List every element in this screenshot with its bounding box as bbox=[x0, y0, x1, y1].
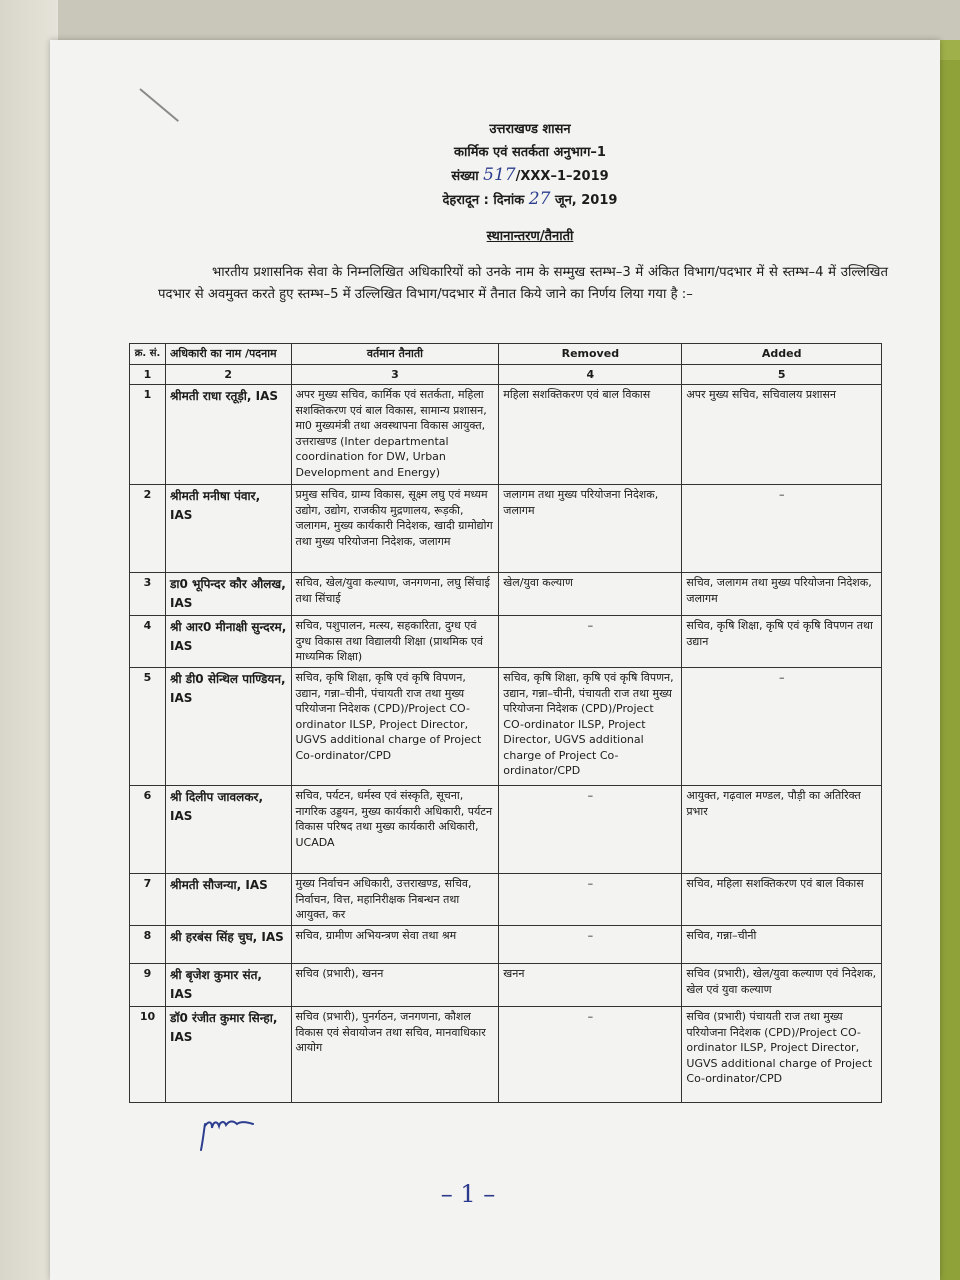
transfer-table bbox=[129, 343, 882, 1103]
number-handwritten: 517 bbox=[483, 165, 516, 185]
added-charge: सचिव (प्रभारी) पंचायती राज तथा मुख्य परियोजना निदेशक (CPD)/Project CO-ordinator ILSP, Project Director, UGVS additional charge of Project Co-ordinator/CPD bbox=[682, 1007, 882, 1103]
col-number: 2 bbox=[166, 364, 292, 385]
header-current: वर्तमान तैनाती bbox=[291, 344, 499, 365]
officer-name: श्रीमती सौजन्या, IAS bbox=[166, 874, 292, 926]
removed-charge: सचिव, कृषि शिक्षा, कृषि एवं कृषि विपणन, उद्यान, गन्ना–चीनी, पंचायती राज तथा मुख्य परियोजना निदेशक (CPD)/Project CO-ordinator ILSP, Project Director, UGVS additional charge of Project Co-ordinator/CPD bbox=[499, 668, 682, 786]
table-header-row bbox=[130, 344, 882, 365]
date-prefix: देहरादून : दिनांक bbox=[442, 193, 525, 208]
removed-charge: – bbox=[499, 926, 682, 964]
officer-name: श्री आर0 मीनाक्षी सुन्दरम, IAS bbox=[166, 616, 292, 668]
removed-charge: महिला सशक्तिकरण एवं बाल विकास bbox=[499, 385, 682, 485]
date-handwritten: 27 bbox=[528, 189, 551, 209]
current-posting: सचिव, ग्रामीण अभियन्त्रण सेवा तथा श्रम bbox=[291, 926, 499, 964]
removed-charge: – bbox=[499, 786, 682, 874]
added-charge: सचिव, गन्ना–चीनी bbox=[682, 926, 882, 964]
col-number: 5 bbox=[682, 364, 882, 385]
current-posting: प्रमुख सचिव, ग्राम्य विकास, सूक्ष्म लघु एवं मध्यम उद्योग, उद्योग, राजकीय मुद्रणालय, रूड़की, जलागम, मुख्य कार्यकारी निदेशक, खादी ग्रामोद्योग तथा मुख्य परियोजना निदेशक, जलागम bbox=[291, 485, 499, 573]
table-row bbox=[130, 926, 882, 964]
added-charge: – bbox=[682, 668, 882, 786]
header-removed: Removed bbox=[499, 344, 682, 365]
row-serial: 9 bbox=[130, 964, 166, 1007]
intro-paragraph: भारतीय प्रशासनिक सेवा के निम्नलिखित अधिकारियों को उनके नाम के सम्मुख स्तम्भ–3 में अंकित विभाग/पदभार में से स्तम्भ–4 में उल्लिखित पदभार से अवमुक्त करते हुए स्तम्भ–5 में उल्लिखित विभाग/पदभार में तैनात किये जाने का निर्णय लिया गया है :– bbox=[158, 265, 888, 302]
header-department: कार्मिक एवं सतर्कता अनुभाग–1 bbox=[454, 145, 606, 160]
added-charge: सचिव (प्रभारी), खेल/युवा कल्याण एवं निदेशक, खेल एवं युवा कल्याण bbox=[682, 964, 882, 1007]
officer-name: श्रीमती राधा रतूड़ी, IAS bbox=[166, 385, 292, 485]
removed-charge: खेल/युवा कल्याण bbox=[499, 573, 682, 616]
added-charge: सचिव, जलागम तथा मुख्य परियोजना निदेशक, जलागम bbox=[682, 573, 882, 616]
row-serial: 5 bbox=[130, 668, 166, 786]
current-posting: सचिव (प्रभारी), पुनर्गठन, जनगणना, कौशल विकास एवं सेवायोजन तथा सचिव, मानवाधिकार आयोग bbox=[291, 1007, 499, 1103]
added-charge: सचिव, महिला सशक्तिकरण एवं बाल विकास bbox=[682, 874, 882, 926]
officer-name: श्री हरबंस सिंह चुघ, IAS bbox=[166, 926, 292, 964]
row-serial: 6 bbox=[130, 786, 166, 874]
row-serial: 7 bbox=[130, 874, 166, 926]
current-posting: सचिव (प्रभारी), खनन bbox=[291, 964, 499, 1007]
column-number-row bbox=[130, 364, 882, 385]
table-row bbox=[130, 964, 882, 1007]
officer-name: श्रीमती मनीषा पंवार, IAS bbox=[166, 485, 292, 573]
header-serial: क्र. सं. bbox=[130, 344, 166, 365]
col-number: 4 bbox=[499, 364, 682, 385]
page-number: – 1 – bbox=[440, 1180, 496, 1208]
header-name: अधिकारी का नाम /पदनाम bbox=[166, 344, 292, 365]
removed-charge: जलागम तथा मुख्य परियोजना निदेशक, जलागम bbox=[499, 485, 682, 573]
officer-name: श्री दिलीप जावलकर, IAS bbox=[166, 786, 292, 874]
row-serial: 1 bbox=[130, 385, 166, 485]
table-row bbox=[130, 616, 882, 668]
officer-name: डा0 भूपिन्दर कौर औलख, IAS bbox=[166, 573, 292, 616]
current-posting: सचिव, खेल/युवा कल्याण, जनगणना, लघु सिंचाई तथा सिंचाई bbox=[291, 573, 499, 616]
header-number bbox=[330, 164, 730, 188]
table-row bbox=[130, 573, 882, 616]
added-charge: – bbox=[682, 485, 882, 573]
table-row bbox=[130, 786, 882, 874]
removed-charge: – bbox=[499, 1007, 682, 1103]
handwritten-signature bbox=[195, 1112, 257, 1152]
row-serial: 8 bbox=[130, 926, 166, 964]
subject-title: स्थानान्तरण/तैनाती bbox=[486, 229, 574, 244]
removed-charge: – bbox=[499, 616, 682, 668]
added-charge: अपर मुख्य सचिव, सचिवालय प्रशासन bbox=[682, 385, 882, 485]
document-header bbox=[330, 118, 730, 212]
current-posting: मुख्य निर्वाचन अधिकारी, उत्तराखण्ड, सचिव, निर्वाचन, वित्त, महानिरीक्षक निबन्धन तथा आयुक्त, कर bbox=[291, 874, 499, 926]
table-row bbox=[130, 1007, 882, 1103]
background-surface bbox=[0, 0, 960, 40]
removed-charge: – bbox=[499, 874, 682, 926]
removed-charge: खनन bbox=[499, 964, 682, 1007]
row-serial: 10 bbox=[130, 1007, 166, 1103]
table-row bbox=[130, 668, 882, 786]
row-serial: 3 bbox=[130, 573, 166, 616]
current-posting: सचिव, पशुपालन, मत्स्य, सहकारिता, दुग्ध एवं दुग्ध विकास तथा विद्यालयी शिक्षा (प्राथमिक एवं माध्यमिक शिक्षा) bbox=[291, 616, 499, 668]
header-government: उत्तराखण्ड शासन bbox=[489, 122, 571, 137]
table-row bbox=[130, 385, 882, 485]
number-prefix: संख्या bbox=[451, 169, 479, 184]
officer-name: श्री डी0 सेन्थिल पाण्डियन, IAS bbox=[166, 668, 292, 786]
col-number: 1 bbox=[130, 364, 166, 385]
current-posting: अपर मुख्य सचिव, कार्मिक एवं सतर्कता, महिला सशक्तिकरण एवं बाल विकास, सामान्य प्रशासन, मा0 मुख्यमंत्री तथा अवस्थापना विकास आयुक्त, उत्तराखण्ड (Inter departmental coordination for DW, Urban Development and Energy) bbox=[291, 385, 499, 485]
row-serial: 2 bbox=[130, 485, 166, 573]
added-charge: आयुक्त, गढ़वाल मण्डल, पौड़ी का अतिरिक्त प्रभार bbox=[682, 786, 882, 874]
officer-name: डॉ0 रंजीत कुमार सिन्हा, IAS bbox=[166, 1007, 292, 1103]
officer-name: श्री बृजेश कुमार संत, IAS bbox=[166, 964, 292, 1007]
table-row bbox=[130, 874, 882, 926]
header-added: Added bbox=[682, 344, 882, 365]
number-suffix: /XXX–1–2019 bbox=[515, 169, 609, 184]
header-date bbox=[330, 188, 730, 212]
current-posting: सचिव, कृषि शिक्षा, कृषि एवं कृषि विपणन, उद्यान, गन्ना–चीनी, पंचायती राज तथा मुख्य परियोजना निदेशक (CPD)/Project CO-ordinator ILSP, Project Director, UGVS additional charge of Project Co-ordinator/CPD bbox=[291, 668, 499, 786]
col-number: 3 bbox=[291, 364, 499, 385]
table-row bbox=[130, 485, 882, 573]
added-charge: सचिव, कृषि शिक्षा, कृषि एवं कृषि विपणन तथा उद्यान bbox=[682, 616, 882, 668]
current-posting: सचिव, पर्यटन, धर्मस्व एवं संस्कृति, सूचना, नागरिक उड्डयन, मुख्य कार्यकारी अधिकारी, पर्यटन विकास परिषद तथा मुख्य कार्यकारी अधिकारी, UCADA bbox=[291, 786, 499, 874]
row-serial: 4 bbox=[130, 616, 166, 668]
date-suffix: जून, 2019 bbox=[554, 193, 618, 208]
